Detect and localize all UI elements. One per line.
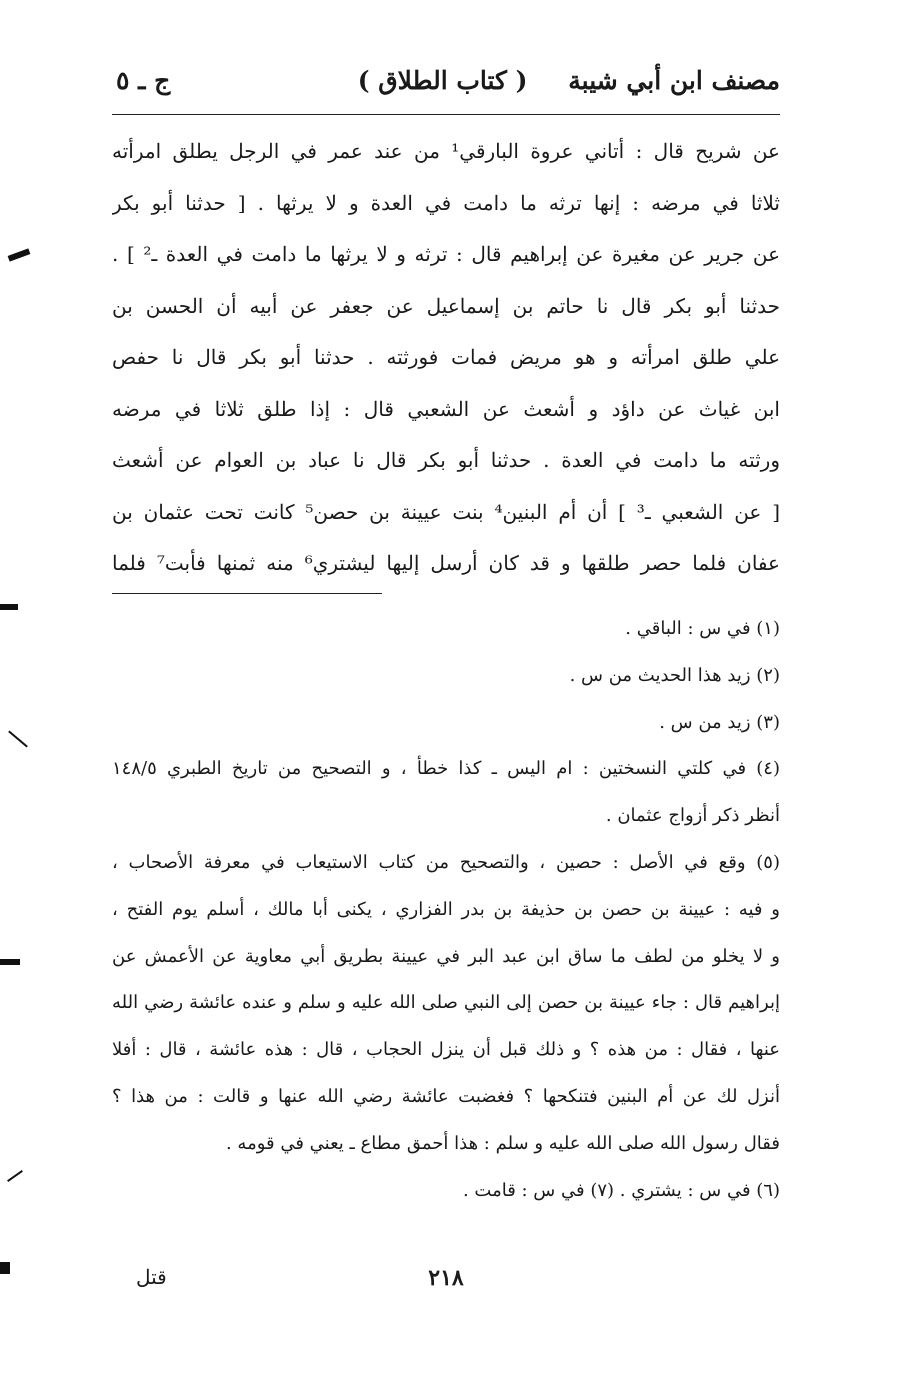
volume-number: ج ـ ٥ [116, 66, 171, 95]
text-line: عفان فلما حصر طلقها و قد كان أرسل إليها ليشتري⁶ منه ثمنها فأبت⁷ فلما [112, 551, 780, 575]
footnote-line: عنها ، فقال : من هذه ؟ و ذلك قبل أن ينزل الحجاب ، قال : هذه عائشة ، قال : أفلا [112, 1039, 780, 1061]
text-line: علي طلق امرأته و هو مريض فمات فورثته . حدثنا أبو بكر قال نا حفص [112, 345, 780, 369]
footnotes [112, 606, 780, 1214]
book-title: مصنف ابن أبي شيبة [568, 66, 780, 95]
catchword: قتل [136, 1265, 167, 1289]
footnote-line: (٥) وقع في الأصل : حصين ، والتصحيح من كتاب الاستيعاب في معرفة الأصحاب ، [112, 851, 780, 873]
section-title: ( كتاب الطلاق ) [357, 66, 528, 95]
footnote-line: و لا يخلو من لطف ما ساق ابن عبد البر في عيينة بطريق أبي معاوية عن الأعمش عن [112, 945, 780, 967]
margin-mark [8, 731, 28, 748]
footnote-line: أنظر ذكر أزواج عثمان . [605, 805, 780, 827]
text-line: عن شريح قال : أتاني عروة البارقي¹ من عند عمر في الرجل يطلق امرأته [112, 139, 780, 163]
text-line: حدثنا أبو بكر قال نا حاتم بن إسماعيل عن جعفر عن أبيه أن الحسن بن [112, 293, 780, 318]
footnote-line: (٦) في س : يشتري . (٧) في س : قامت . [462, 1179, 780, 1201]
text-line: ابن غياث عن داؤد و أشعث عن الشعبي قال : إذا طلق ثلاثا في مرضه [112, 396, 780, 421]
running-header [112, 60, 780, 110]
main-text [112, 126, 780, 590]
margin-mark [7, 1170, 23, 1182]
margin-mark [0, 1262, 10, 1274]
page-footer [112, 1265, 780, 1305]
footnote-line: و فيه : عيينة بن حصن بن حذيفة بن بدر الفزاري ، يكنى أبا مالك ، أسلم يوم الفتح ، [112, 898, 780, 920]
text-line: [ عن الشعبي ـ³ ] أن أم البنين⁴ بنت عيينة بن حصن⁵ كانت تحت عثمان بن [112, 499, 780, 524]
margin-mark [0, 604, 18, 610]
document-page [112, 60, 780, 1360]
text-line: عن جرير عن مغيرة عن إبراهيم قال : ترثه و لا يرثها ما دامت في العدة ـ² ] . [112, 242, 780, 266]
text-line: ثلاثا في مرضه : إنها ترثه ما دامت في العدة و لا يرثها . [ حدثنا أبو بكر [112, 190, 780, 215]
footnote-rule [112, 593, 382, 594]
footnote-line: (١) في س : الباقي . [625, 618, 780, 639]
margin-mark [0, 959, 20, 965]
footnote-line: أنزل لك عن أم البنين فتنكحها ؟ فغضبت عائشة رضي الله عنها و قالت : من هذا ؟ [112, 1085, 780, 1107]
text-line: ورثته ما دامت في العدة . حدثنا أبو بكر قال نا عباد بن العوام عن أشعث [112, 448, 780, 472]
footnote-line: (٤) في كلتي النسختين : ام اليس ـ كذا خطأ ، و التصحيح من تاريخ الطبري ١٤٨/٥ [112, 758, 780, 780]
margin-mark [8, 248, 31, 261]
footnote-line: فقال رسول الله صلى الله عليه و سلم : هذا أحمق مطاع ـ يعني في قومه . [225, 1132, 780, 1154]
header-rule [112, 114, 780, 115]
footnote-line: (٢) زيد هذا الحديث من س . [569, 664, 780, 686]
footnote-line: إبراهيم قال : جاء عيينة بن حصن إلى النبي صلى الله عليه و سلم و عنده عائشة رضي الله [112, 992, 780, 1014]
footnote-line: (٣) زيد من س . [659, 711, 780, 733]
page-number: ٢١٨ [428, 1265, 464, 1291]
